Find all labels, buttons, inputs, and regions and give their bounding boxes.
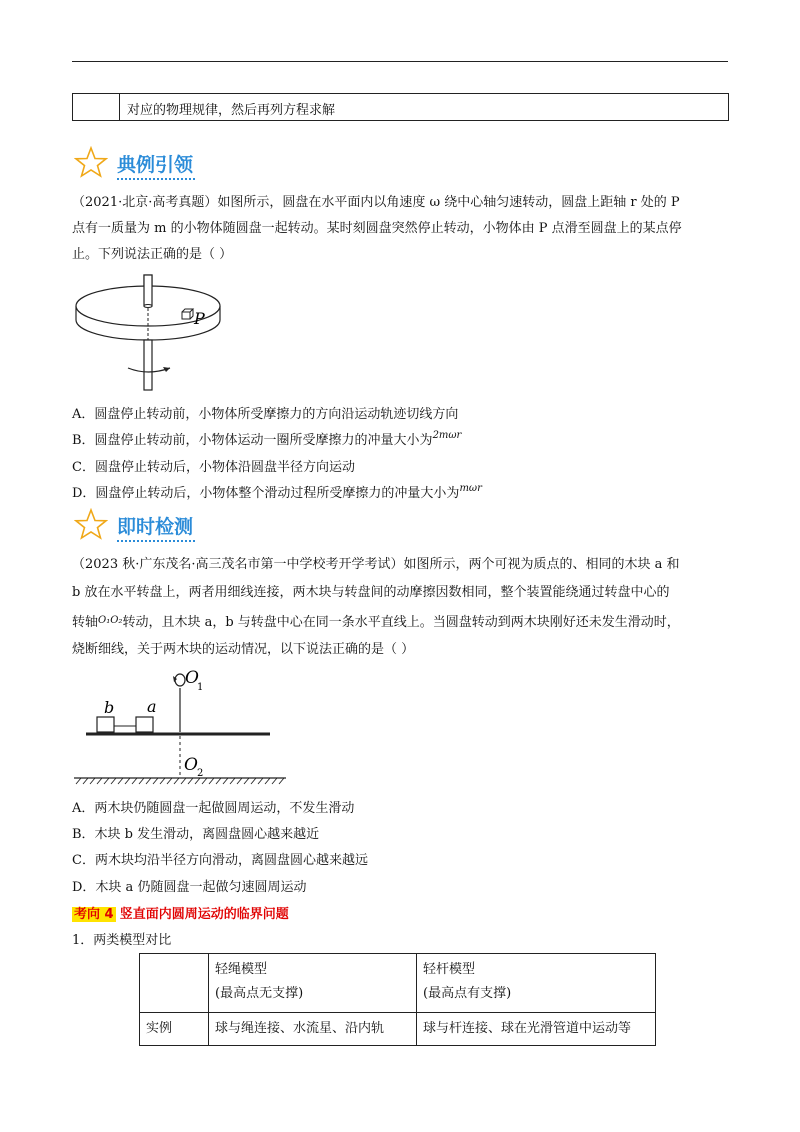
section-underline (117, 178, 195, 180)
table-cell-empty (73, 94, 120, 120)
point-p-label: P (194, 309, 205, 328)
section-title-check: 即时检测 (117, 516, 194, 538)
q2-option-b: B．木块 b 发生滑动，离圆盘圆心越来越近 (72, 827, 320, 842)
table-cell-text: 对应的物理规律，然后再列方程求解 (127, 103, 336, 118)
table-cell: 实例 (140, 1013, 209, 1046)
formula-mwr: mωr (459, 483, 482, 494)
topic-tag: 考向 4 (74, 907, 114, 922)
model-comparison-table (139, 953, 656, 1046)
axis-o2-sub: 2 (197, 768, 204, 779)
block-a-label: a (147, 697, 157, 716)
rotating-disk-figure (68, 272, 238, 397)
table-row (140, 1013, 656, 1046)
q1-option-b (72, 429, 461, 448)
topic-heading (72, 903, 289, 922)
section-title-examples: 典例引领 (117, 154, 194, 176)
header-rule (72, 61, 728, 62)
table-cell: 轻杆模型 (最高点有支撑) (417, 954, 656, 1013)
q2-stem-line: b 放在水平转盘上，两者用细线连接，两木块与转盘间的动摩擦因数相同，整个装置能绕通过转盘中心的 (72, 585, 670, 600)
formula-2mwr: 2mωr (432, 430, 462, 441)
table-cell: 轻绳模型 (最高点无支撑) (209, 954, 417, 1013)
table-cell (140, 954, 209, 1013)
q1-option-a: A．圆盘停止转动前，小物体所受摩擦力的方向沿运动轨迹切线方向 (72, 407, 459, 422)
option-text: D．圆盘停止转动后，小物体整个滑动过程所受摩擦力的冲量大小为 (72, 486, 460, 501)
q1-stem-line: 点有一质量为 m 的小物体随圆盘一起转动。某时刻圆盘突然停止转动，小物体由 P 点滑至圆盘上的某点停 (72, 221, 682, 236)
table-row (140, 954, 656, 1013)
q1-option-d (72, 482, 482, 501)
subheading: 1．两类模型对比 (72, 933, 172, 948)
option-text: B．圆盘停止转动前，小物体运动一圈所受摩擦力的冲量大小为 (72, 433, 433, 448)
q1-stem-line: （2021·北京·高考真题）如图所示，圆盘在水平面内以角速度 ω 绕中心轴匀速转动，圆盘上距轴 r 处的 P (72, 195, 680, 210)
table-cell: 球与杆连接、球在光滑管道中运动等 (417, 1013, 656, 1046)
stem-text: 转轴 (72, 615, 99, 630)
topic-title: 竖直面内圆周运动的临界问题 (119, 907, 289, 922)
stem-text: 转动，且木块 a，b 与转盘中心在同一条水平直线上。当圆盘转动到两木块刚好还未发生滑动时， (122, 615, 680, 630)
axis-o2-label: O (184, 755, 198, 775)
q2-option-a: A．两木块仍随圆盘一起做圆周运动，不发生滑动 (72, 801, 355, 816)
table-cell: 球与绳连接、水流星、沿内轨 (209, 1013, 417, 1046)
axis-o1-label: O (185, 668, 199, 688)
q1-stem-line: 止。下列说法正确的是（ ） (72, 247, 233, 262)
star-icon (74, 508, 108, 540)
axis-label: O₁O₂ (98, 615, 123, 626)
q2-stem-line (72, 611, 680, 630)
continuation-table (72, 93, 729, 121)
q2-stem-line: 烧断细线，关于两木块的运动情况，以下说法正确的是（ ） (72, 642, 415, 657)
star-icon (74, 146, 108, 178)
axis-o1-sub: 1 (197, 682, 204, 693)
turntable-figure (70, 668, 290, 788)
block-b-label: b (104, 698, 115, 717)
q2-option-c: C．两木块均沿半径方向滑动，离圆盘圆心越来越远 (72, 853, 368, 868)
q2-option-d: D．木块 a 仍随圆盘一起做匀速圆周运动 (72, 880, 307, 895)
q2-stem-line: （2023 秋·广东茂名·高三茂名市第一中学校考开学考试）如图所示，两个可视为质点的、相同的木块 a 和 (72, 557, 680, 572)
q1-option-c: C．圆盘停止转动后，小物体沿圆盘半径方向运动 (72, 460, 355, 475)
section-underline (117, 540, 195, 542)
